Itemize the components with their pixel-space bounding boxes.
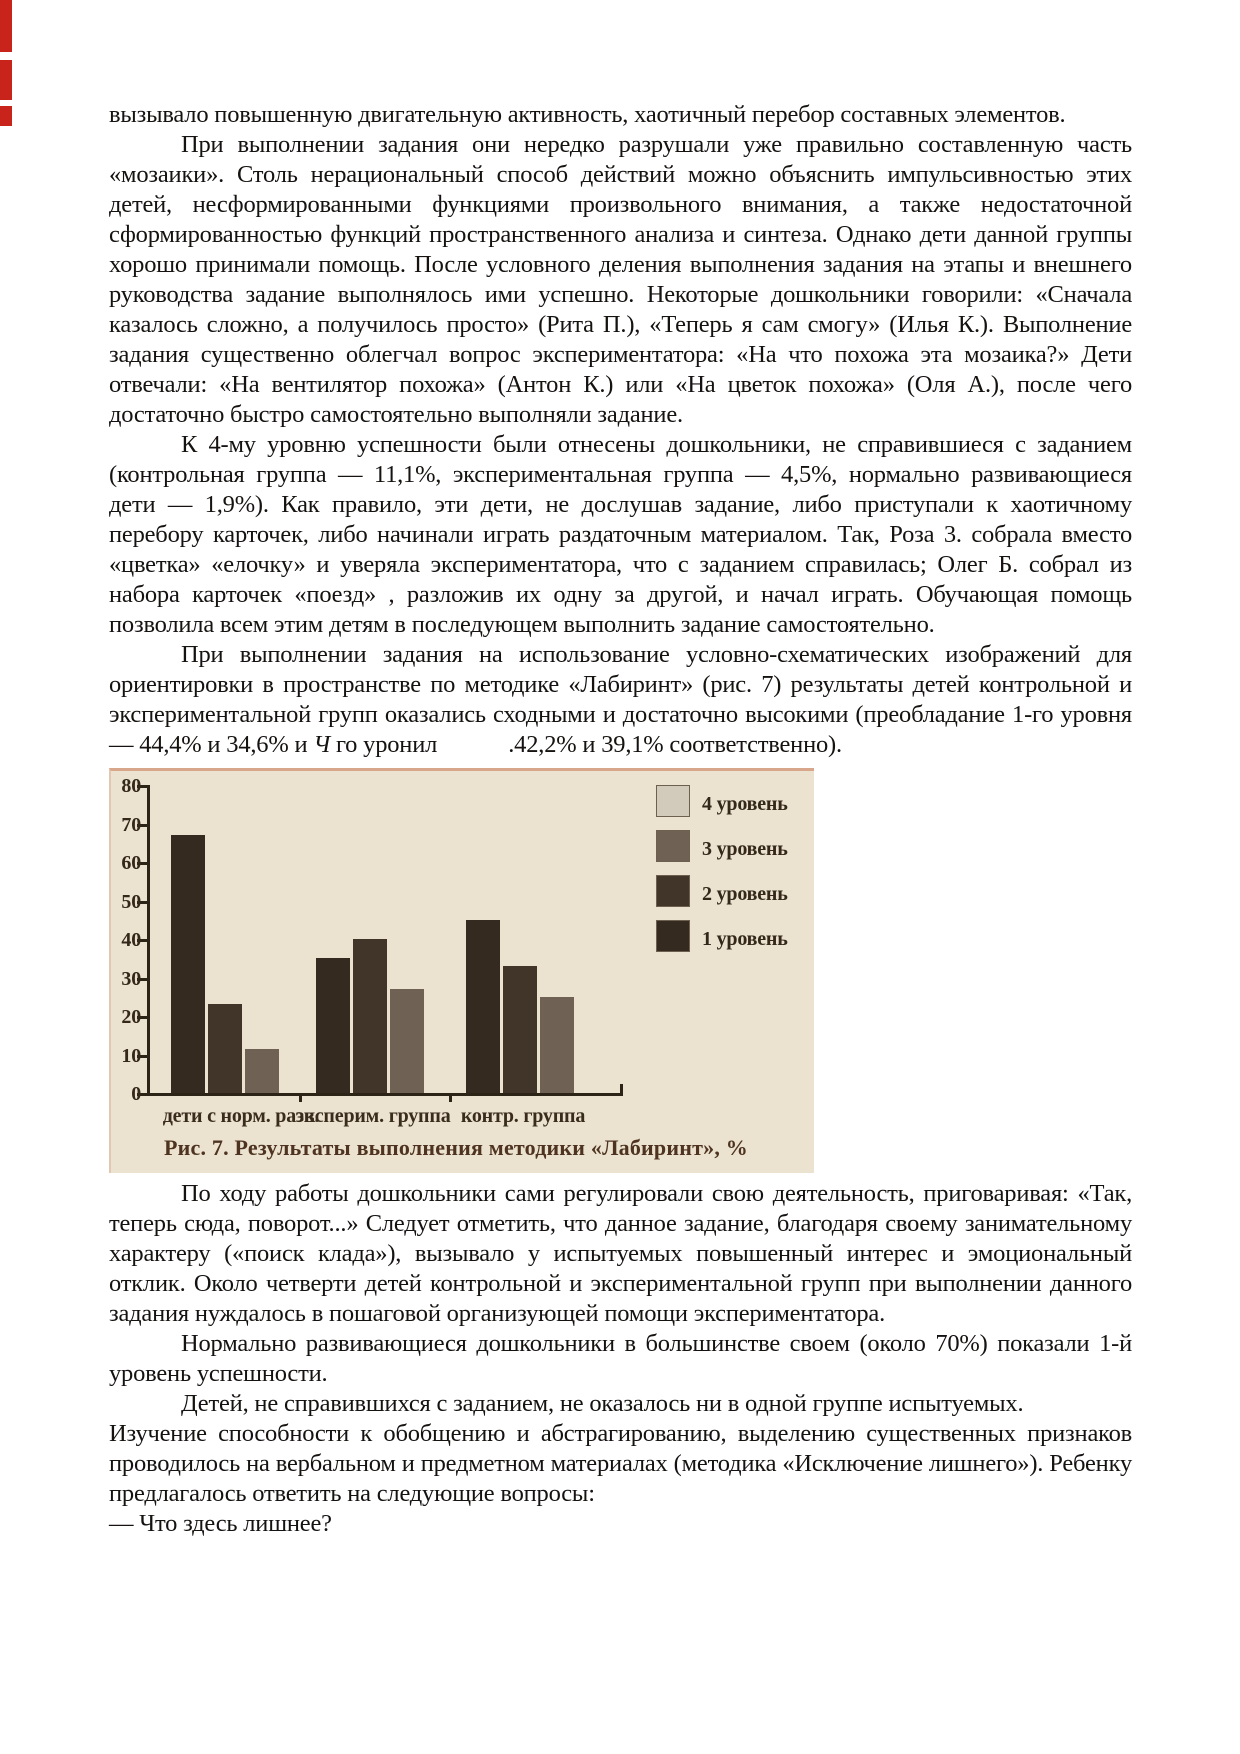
figure-labyrinth-results (109, 768, 814, 1173)
x-category-label: контр. группа (460, 1105, 586, 1127)
figure-caption: Рис. 7. Результаты выполнения методики «Лабиринт», % (164, 1135, 748, 1160)
paragraph-1: вызывало повышенную двигательную активность, хаотичный перебор составных элементов. (109, 101, 1066, 128)
legend-swatch-1-уровень (656, 920, 690, 952)
legend-item (656, 920, 816, 954)
scan-edge-mark (0, 106, 12, 126)
bar-3-уровень-group-2 (390, 989, 424, 1093)
paragraph-2: При выполнении задания они нередко разрушали уже правильно составленную часть «мозаики». Столь нерациональный способ действий можно объяснить импульсивностью этих детей, несформированными функциями произвольного внимания, а также недостаточной сформированностью функций пространственного анализа и синтеза. Однако дети данной группы хорошо принимали помощь. После условного деления выполнения задания на этапы и внешнего руководства задание выполнялось ими успешно. Некоторые дошкольники говорили: «Сначала казалось сложно, а получилось просто» (Рита П.), «Теперь я сам смогу» (Илья К.). Выполнение задания существенно облегчал вопрос экспериментатора: «На что похожа эта мозаика?» Дети отвечали: «На вентилятор похожа» (Антон К.) или «На цветок похожа» (Оля А.), после чего достаточно быстро самостоятельно выполняли задание. (109, 131, 1132, 428)
bar-1-уровень-group-3 (466, 920, 500, 1093)
bar-3-уровень-group-3 (540, 997, 574, 1093)
y-tick-label: 20 (121, 1006, 141, 1028)
x-axis-group-tick (299, 1093, 302, 1102)
y-tick-label: 40 (121, 929, 141, 951)
paragraph-4-text: При выполнении задания на использование условно-схематических изображений для ориентировки в пространстве по методике «Лабиринт» (рис. 7) результаты детей контрольной и экспериментальной групп оказались сходными и достаточно высокими (преобладание 1-го уровня — 44,4% и 34,6% и (109, 641, 1132, 758)
x-axis-end-tick (620, 1084, 623, 1096)
legend-swatch-4-уровень (656, 785, 690, 817)
paragraph-9: — Что здесь лишнее? (109, 1510, 332, 1537)
x-category-label: дети с норм. разв. (162, 1105, 320, 1127)
bar-2-уровень-group-2 (353, 939, 387, 1093)
y-tick-label: 50 (121, 890, 141, 913)
bar-3-уровень-group-1 (245, 1049, 279, 1093)
paragraph-6: Нормально развивающиеся дошкольники в большинстве своем (около 70%) показали 1-й уровень успешности. (109, 1330, 1132, 1387)
x-axis (145, 1093, 623, 1096)
legend-item (656, 875, 816, 909)
y-tick-label: 0 (131, 1083, 141, 1105)
legend-item (656, 830, 816, 864)
y-tick-label: 10 (121, 1044, 141, 1067)
legend-item (656, 785, 816, 819)
scan-edge-mark (0, 0, 12, 52)
paragraph-4-italic-char: Ч (313, 731, 331, 758)
legend-label: 2 уровень (702, 883, 788, 905)
y-tick-label: 60 (121, 852, 141, 874)
paragraph-8: Изучение способности к обобщению и абстрагированию, выделению существенных признаков проводилось на вербальном и предметном материалах (методика «Исключение лишнего»). Ребенку предлагалось ответить на следующие вопросы: (109, 1420, 1132, 1507)
y-tick-label: 70 (121, 813, 141, 836)
legend-label: 3 уровень (702, 838, 788, 860)
legend-label: 4 уровень (702, 793, 788, 815)
x-axis-group-tick (449, 1093, 452, 1102)
paragraph-3: К 4-му уровню успешности были отнесены дошкольники, не справившиеся с заданием (контрольная группа — 11,1%, экспериментальная группа — 4,5%, нормально развивающиеся дети — 1,9%). Как правило, эти дети, не дослушав задание, либо приступали к хаотичному перебору карточек, либо начинали играть раздаточным материалом. Так, Роза 3. собрала вместо «цветка» «елочку» и уверяла экспериментатора, что с заданием справилась; Олег Б. собрал из набора карточек «поезд» , разложив их одну за другой, и начал играть. Обучающая помощь позволила всем этим детям в последующем выполнить задание самостоятельно. (109, 431, 1132, 638)
text-column (109, 100, 1132, 1539)
legend-swatch-3-уровень (656, 830, 690, 862)
paragraph-7: Детей, не справившихся с заданием, не оказалось ни в одной группе испытуемых. (181, 1390, 1024, 1417)
paragraph-4 (109, 640, 1132, 760)
bar-1-уровень-group-1 (171, 835, 205, 1093)
scan-edge-artifact (0, 0, 14, 130)
scan-edge-mark (0, 60, 12, 100)
y-tick-label: 80 (121, 775, 141, 797)
paragraph-5: По ходу работы дошкольники сами регулировали свою деятельность, приговаривая: «Так, теперь сюда, поворот...» Следует отметить, что данное задание, благодаря своему занимательному характеру («поиск клада»), вызывало у испытуемых повышенный интерес и эмоциональный отклик. Около четверти детей контрольной и экспериментальной групп при выполнении данного задания нуждалось в пошаговой организующей помощи экспериментатора. (109, 1180, 1132, 1327)
paragraph-4-text-tail: го уронил .42,2% и 39,1% соответственно). (330, 731, 842, 758)
x-category-label: эксперим. группа (295, 1105, 451, 1127)
legend-label: 1 уровень (702, 928, 788, 950)
bar-1-уровень-group-2 (316, 958, 350, 1093)
y-tick-label: 30 (121, 967, 141, 990)
bar-chart (111, 771, 816, 1176)
bar-2-уровень-group-1 (208, 1004, 242, 1093)
bar-2-уровень-group-3 (503, 966, 537, 1093)
legend-swatch-2-уровень (656, 875, 690, 907)
